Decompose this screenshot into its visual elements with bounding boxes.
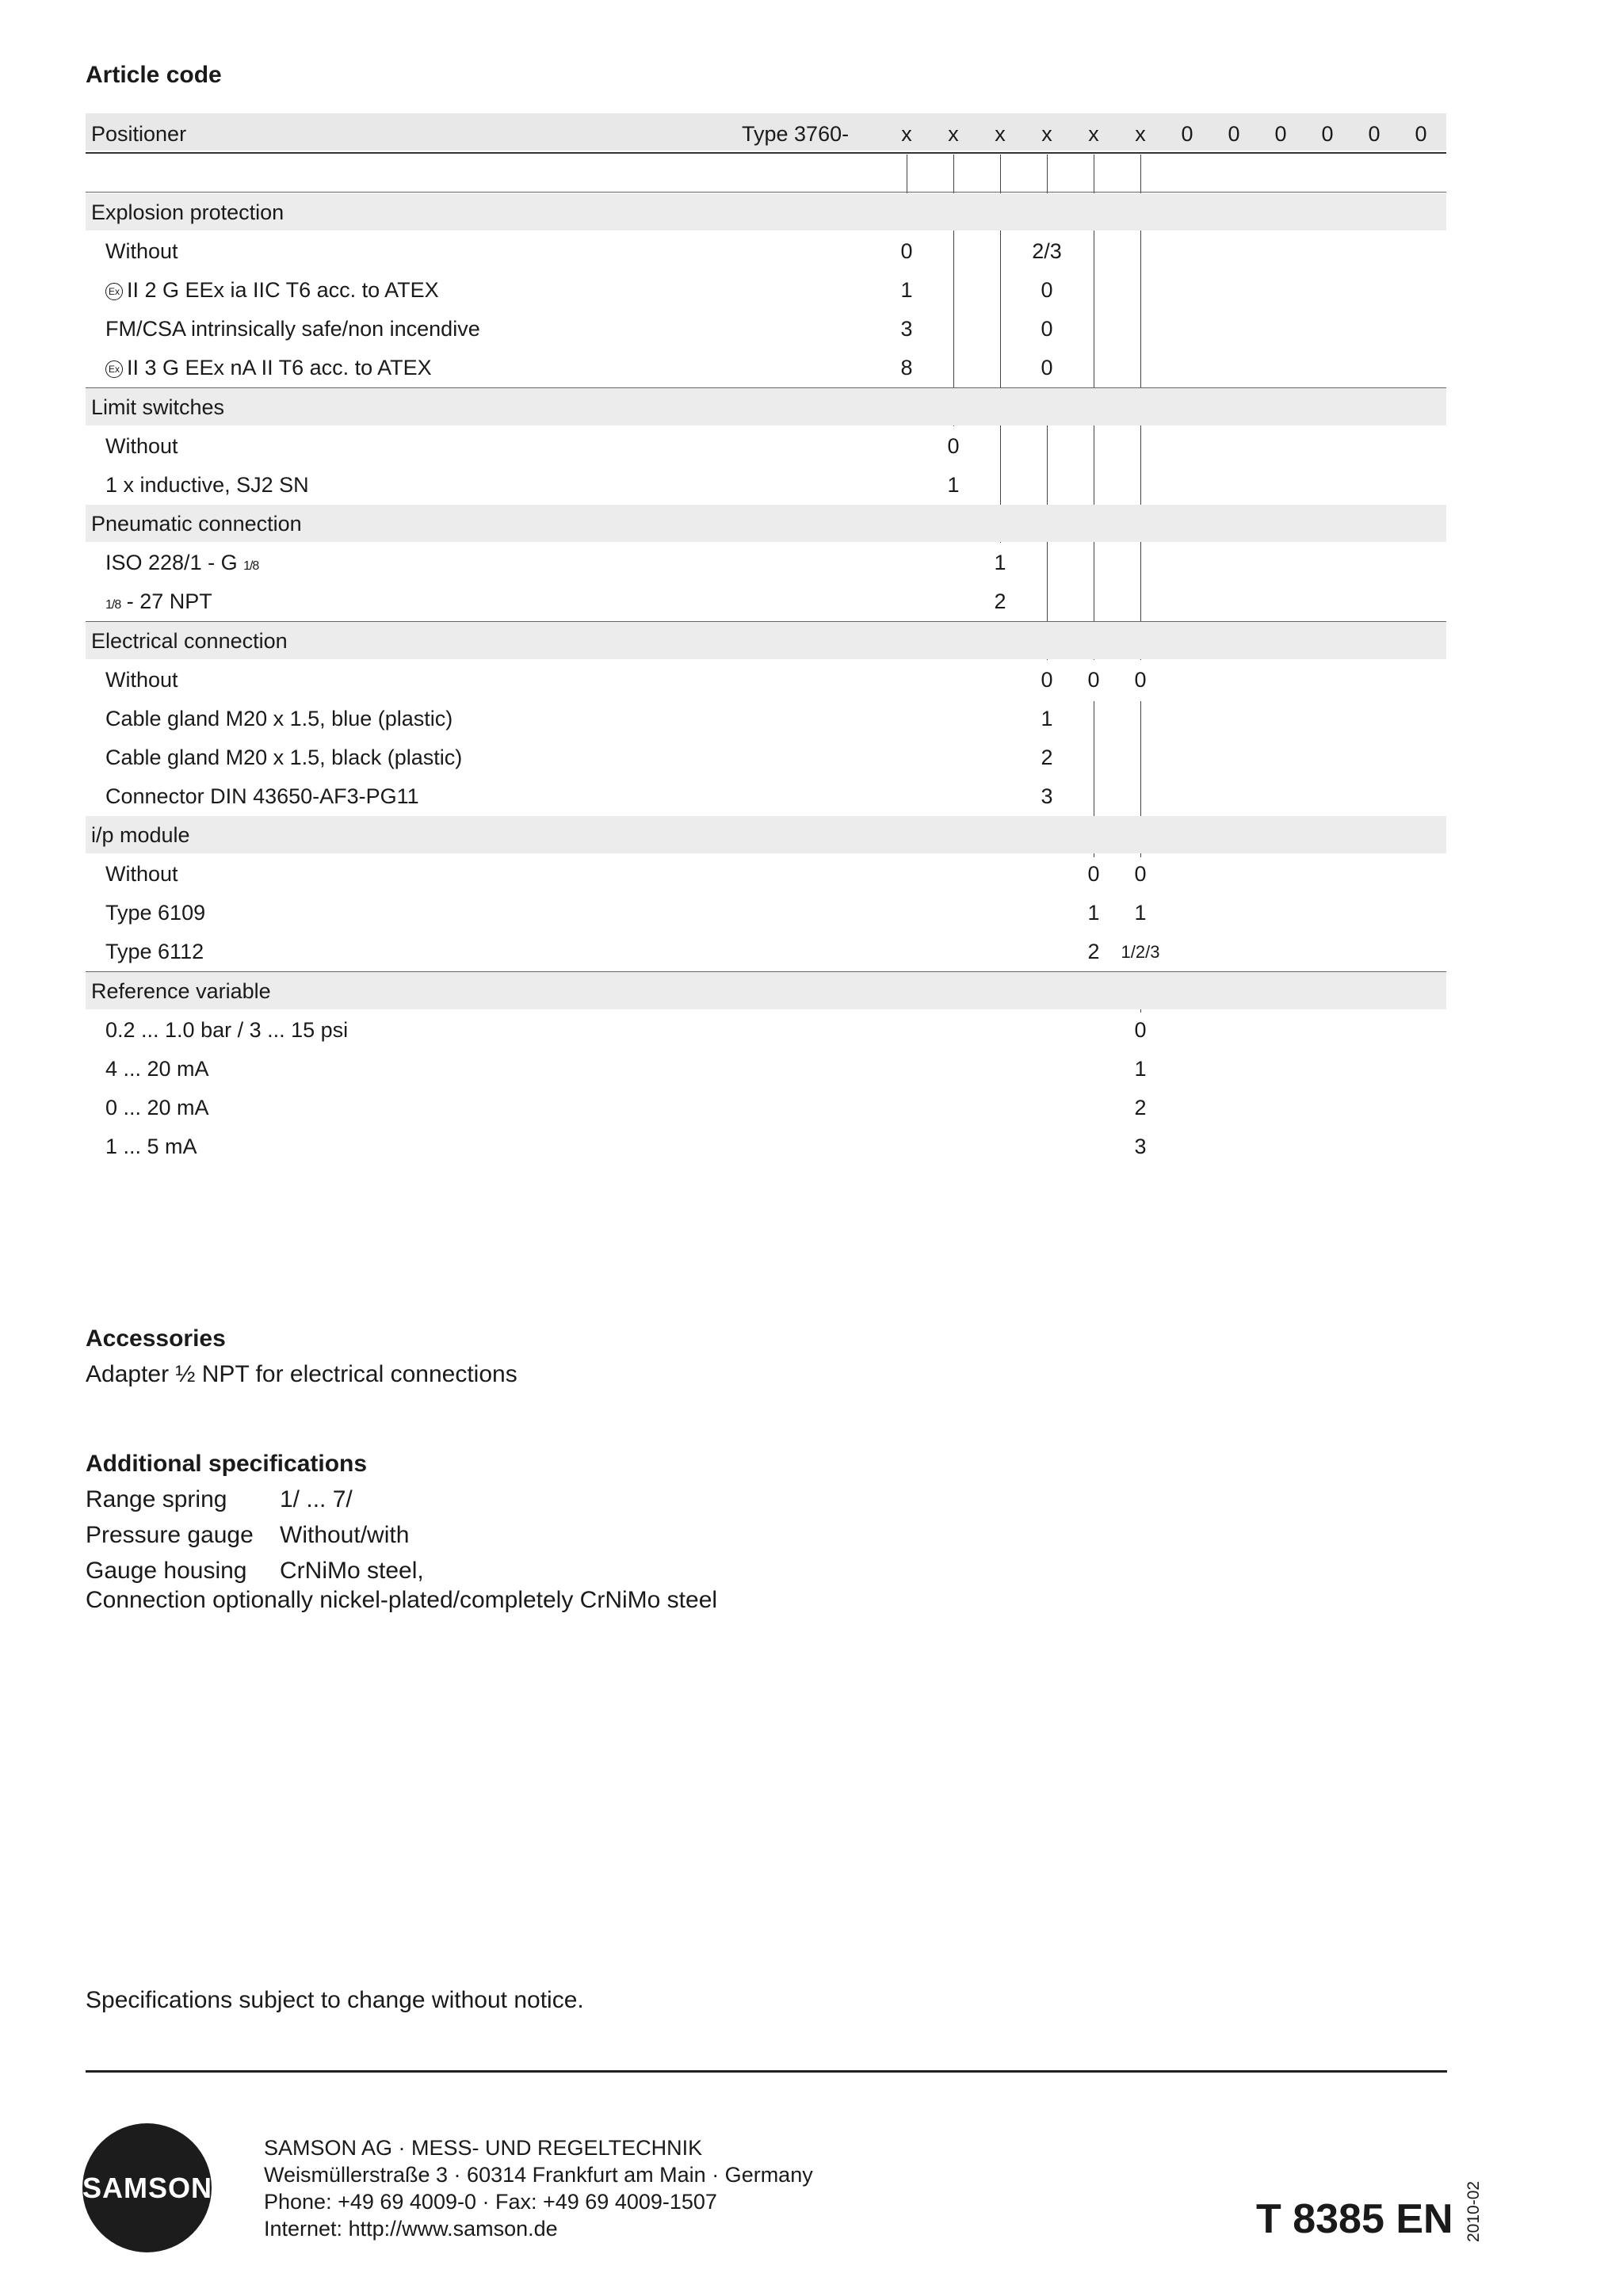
code-value: 2 bbox=[1041, 746, 1053, 769]
section-title: Explosion protection bbox=[91, 200, 285, 224]
code-value: 1 bbox=[994, 551, 1006, 574]
code-value: 0 bbox=[947, 434, 960, 458]
code-value: 0 bbox=[1134, 1018, 1147, 1042]
row-label: Ex II 3 G EEx nA II T6 acc. to ATEX bbox=[105, 357, 432, 379]
page-title: Article code bbox=[86, 62, 222, 88]
row-label: Without bbox=[105, 862, 178, 886]
spec-label: Gauge housing bbox=[86, 1558, 247, 1584]
row-label: FM/CSA intrinsically safe/non incendive bbox=[105, 317, 480, 341]
code-value: 2 bbox=[1087, 940, 1100, 963]
footer-internet: Internet: http://www.samson.de bbox=[264, 2217, 558, 2241]
row-label: Connector DIN 43650-AF3-PG11 bbox=[105, 784, 419, 808]
code-value: 0 bbox=[1134, 862, 1147, 886]
spec-label: Pressure gauge bbox=[86, 1522, 254, 1548]
code-value: 0 bbox=[1041, 668, 1053, 692]
row-label: Without bbox=[105, 668, 178, 692]
section-bar bbox=[86, 622, 1446, 659]
row-label: ISO 228/1 - G 1/8 bbox=[105, 551, 259, 574]
code-value: 1 bbox=[900, 278, 913, 302]
section-title: Limit switches bbox=[91, 395, 225, 419]
code-char: 0 bbox=[1415, 122, 1427, 146]
footer-rule bbox=[86, 2070, 1447, 2073]
spec-label: Range spring bbox=[86, 1486, 227, 1512]
row-label: Type 6109 bbox=[105, 901, 206, 925]
spec-continuation: Connection optionally nickel-plated/completely CrNiMo steel bbox=[86, 1587, 718, 1613]
code-char: x bbox=[948, 122, 959, 146]
row-label: Cable gland M20 x 1.5, black (plastic) bbox=[105, 746, 463, 769]
code-char: 0 bbox=[1368, 122, 1381, 146]
footer-company: SAMSON AG · MESS- UND REGELTECHNIK bbox=[264, 2136, 703, 2160]
code-char: 0 bbox=[1321, 122, 1334, 146]
code-value: 0 bbox=[1134, 668, 1147, 692]
code-char: x bbox=[1135, 122, 1146, 146]
footer-address: Weismüllerstraße 3 · 60314 Frankfurt am Main · Germany bbox=[264, 2163, 813, 2187]
change-notice: Specifications subject to change without notice. bbox=[86, 1987, 584, 2013]
row-label: Cable gland M20 x 1.5, blue (plastic) bbox=[105, 707, 453, 730]
accessories-text: Adapter ½ NPT for electrical connections bbox=[86, 1361, 517, 1387]
code-value: 1 bbox=[1134, 901, 1147, 925]
spec-value: Without/with bbox=[280, 1522, 410, 1548]
section-title: Pneumatic connection bbox=[91, 512, 302, 536]
code-value: 2 bbox=[1134, 1096, 1147, 1119]
row-label: Type 6112 bbox=[105, 940, 204, 963]
code-value: 0 bbox=[900, 239, 913, 263]
row-label: Ex II 2 G EEx ia IIC T6 acc. to ATEX bbox=[105, 280, 439, 301]
footer-phone: Phone: +49 69 4009-0 · Fax: +49 69 4009-1507 bbox=[264, 2190, 717, 2214]
code-value: 0 bbox=[1087, 668, 1100, 692]
code-value: 3 bbox=[1041, 784, 1053, 808]
row-label: 0.2 ... 1.0 bar / 3 ... 15 psi bbox=[105, 1018, 349, 1042]
section-title: Reference variable bbox=[91, 979, 271, 1003]
code-value: 3 bbox=[1134, 1135, 1147, 1158]
code-value: 3 bbox=[900, 317, 913, 341]
document-date: 2010-02 bbox=[1465, 2180, 1483, 2242]
section-bar bbox=[86, 816, 1446, 853]
code-char: 0 bbox=[1274, 122, 1287, 146]
code-value: 2/3 bbox=[1032, 239, 1062, 263]
code-value: 1 bbox=[1041, 707, 1053, 730]
header-label: Positioner bbox=[91, 122, 187, 146]
row-label: 1 x inductive, SJ2 SN bbox=[105, 473, 309, 497]
header-rule bbox=[86, 152, 1446, 154]
row-label: 4 ... 20 mA bbox=[105, 1057, 209, 1081]
code-char: 0 bbox=[1181, 122, 1193, 146]
code-value: 0 bbox=[1087, 862, 1100, 886]
section-bar bbox=[86, 193, 1446, 231]
code-value: 2 bbox=[994, 589, 1006, 613]
code-char: x bbox=[1088, 122, 1099, 146]
section-bar bbox=[86, 972, 1446, 1009]
spec-value: 1/ ... 7/ bbox=[280, 1486, 353, 1512]
code-value: 1 bbox=[947, 473, 960, 497]
code-value: 8 bbox=[900, 356, 913, 379]
row-label: Without bbox=[105, 239, 178, 263]
code-char: x bbox=[901, 122, 912, 146]
header-type-label: Type 3760- bbox=[742, 122, 850, 146]
row-label: 1/8 - 27 NPT bbox=[105, 589, 212, 613]
section-title: Electrical connection bbox=[91, 629, 288, 653]
code-value: 1/2/3 bbox=[1121, 942, 1160, 962]
code-value: 0 bbox=[1041, 356, 1053, 379]
code-value: 1 bbox=[1087, 901, 1100, 925]
accessories-title: Accessories bbox=[86, 1325, 226, 1352]
code-value: 0 bbox=[1041, 278, 1053, 302]
row-label: Without bbox=[105, 434, 178, 458]
section-bar bbox=[86, 388, 1446, 425]
samson-logo: SAMSON bbox=[82, 2123, 212, 2252]
code-char: x bbox=[995, 122, 1006, 146]
code-char: 0 bbox=[1228, 122, 1240, 146]
row-rule bbox=[86, 192, 1446, 193]
additional-title: Additional specifications bbox=[86, 1451, 368, 1477]
ex-protection-icon: Ex bbox=[105, 360, 123, 378]
code-value: 1 bbox=[1134, 1057, 1147, 1081]
row-label: 0 ... 20 mA bbox=[105, 1096, 209, 1119]
document-number: T 8385 EN bbox=[1256, 2196, 1453, 2242]
ex-protection-icon: Ex bbox=[105, 283, 123, 300]
code-value: 0 bbox=[1041, 317, 1053, 341]
code-char: x bbox=[1041, 122, 1052, 146]
section-title: i/p module bbox=[91, 823, 190, 847]
row-label: 1 ... 5 mA bbox=[105, 1135, 197, 1158]
spec-value: CrNiMo steel, bbox=[280, 1558, 424, 1584]
